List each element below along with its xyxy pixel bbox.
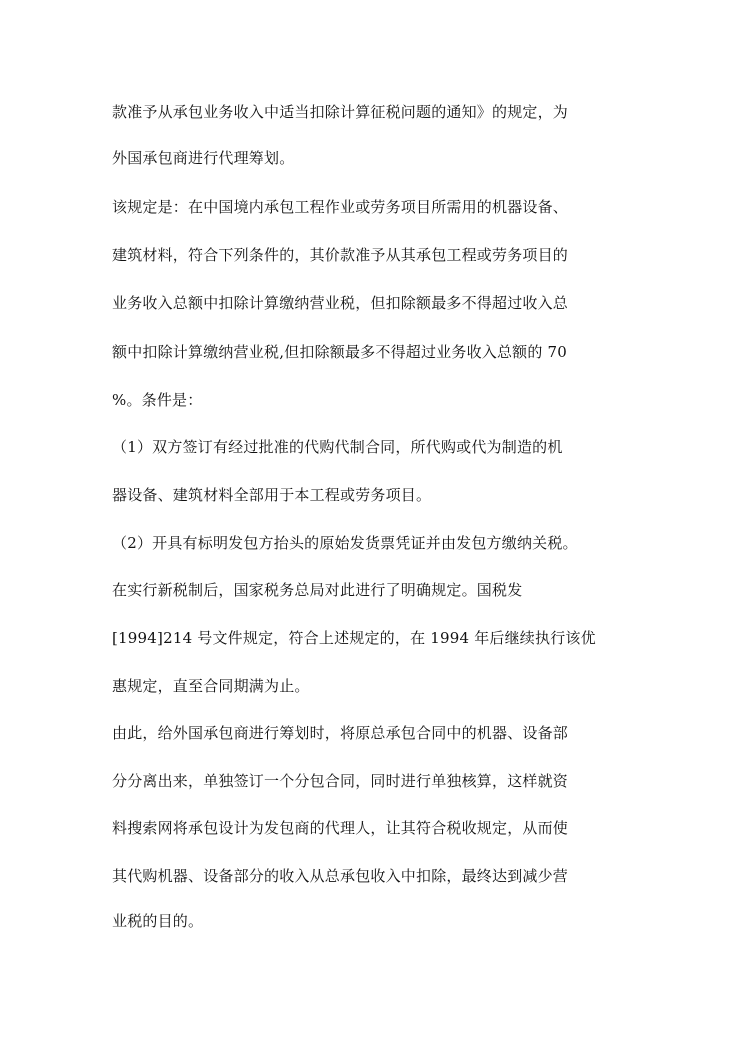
text-line-8: （1）双方签订有经过批准的代购代制合同，所代购或代为制造的机 (112, 438, 563, 456)
text-line-16: 料搜索网将承包设计为发包商的代理人，让其符合税收规定，从而使 (112, 819, 569, 837)
text-line-14: 由此，给外国承包商进行筹划时，将原总承包合同中的机器、设备部 (112, 724, 569, 742)
text-line-15: 分分离出来，单独签订一个分包合同，同时进行单独核算，这样就资 (112, 772, 569, 790)
text-line-13: 惠规定，直至合同期满为止。 (112, 677, 310, 695)
text-line-11: 在实行新税制后，国家税务总局对此进行了明确规定。国税发 (112, 581, 523, 599)
text-line-7: %。条件是： (112, 391, 203, 409)
text-line-10: （2）开具有标明发包方抬头的原始发货票凭证并由发包方缴纳关税。 (112, 534, 578, 552)
text-line-5: 业务收入总额中扣除计算缴纳营业税，但扣除额最多不得超过收入总 (112, 294, 569, 312)
text-line-12: [1994]214 号文件规定，符合上述规定的，在 1994 年后继续执行该优 (112, 629, 596, 647)
text-line-17: 其代购机器、设备部分的收入从总承包收入中扣除，最终达到减少营 (112, 867, 569, 885)
text-line-9: 器设备、建筑材料全部用于本工程或劳务项目。 (112, 486, 432, 504)
text-line-3: 该规定是：在中国境内承包工程作业或劳务项目所需用的机器设备、 (112, 198, 569, 216)
text-line-1: 款准予从承包业务收入中适当扣除计算征税问题的通知》的规定，为 (112, 103, 569, 121)
text-line-2: 外国承包商进行代理筹划。 (112, 149, 295, 167)
text-line-18: 业税的目的。 (112, 912, 204, 930)
text-line-4: 建筑材料，符合下列条件的，其价款准予从其承包工程或劳务项目的 (112, 246, 569, 264)
text-line-6: 额中扣除计算缴纳营业税,但扣除额最多不得超过业务收入总额的 70 (112, 343, 568, 361)
